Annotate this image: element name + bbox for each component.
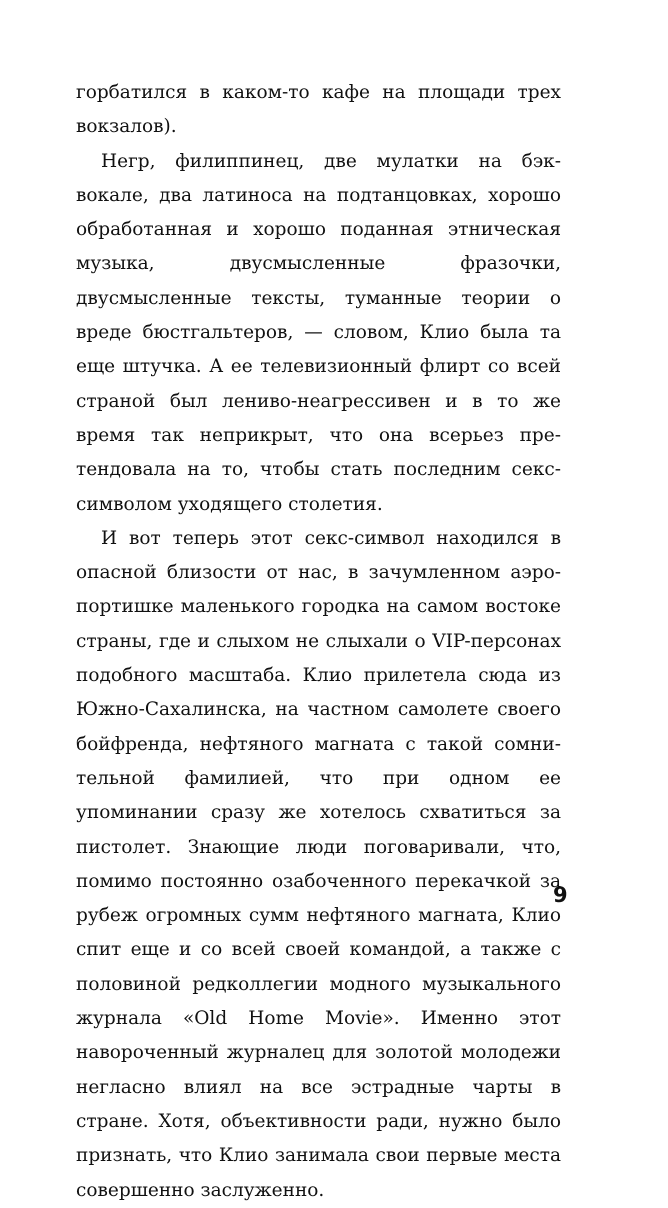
paragraph-clio-arrival: И вот теперь этот секс-символ находился в опасной близости от нас, в зачумленном аэропортишке маленького городка на самом востоке страны, где и слыхом не слыхали о VIP-персонах подобного масштаба. Клио прилетела сюда из Южно-Сахалинска, на частном самолете своего бойфренда, нефтяного магната с такой сомнительной фамилией, что при одном ее упоминании сразу же хотелось схватиться за пистолет. Знающие люди поговаривали, что, помимо постоянно озабоченного перекачкой за рубеж огромных сумм нефтяного магната, Клио спит еще и со всей своей командой, а также с половиной редколлегии модного музыкального журнала «Old Home Movie». Именно этот навороченный журналец для золотой молодежи негласно влиял на все эстрадные чарты в стране. Хотя, объективности ради, нужно было признать, что Клио занимала свои первые места совершенно заслуженно.: [76, 527, 561, 1201]
paragraph-clio-description: Негр, филиппинец, две мулатки на бэк-вокале, два латиноса на подтанцовках, хорошо обработанная и хорошо поданная этническая музыка, двусмысленные фразочки, двусмысленные тексты, туманные теории о вреде бюстгальтеров, — словом, Клио была та еще штучка. А ее телевизионный флирт со всей страной был лениво-неагрессивен и в то же время так неприкрыт, что она всерьез претендовала на то, чтобы стать последним секс-символом уходящего столетия.: [76, 150, 561, 515]
paragraph-continuation: горбатился в каком-то кафе на площади трех вокзалов).: [76, 82, 561, 138]
page-number: 9: [553, 883, 568, 907]
body-text: [76, 76, 561, 1208]
